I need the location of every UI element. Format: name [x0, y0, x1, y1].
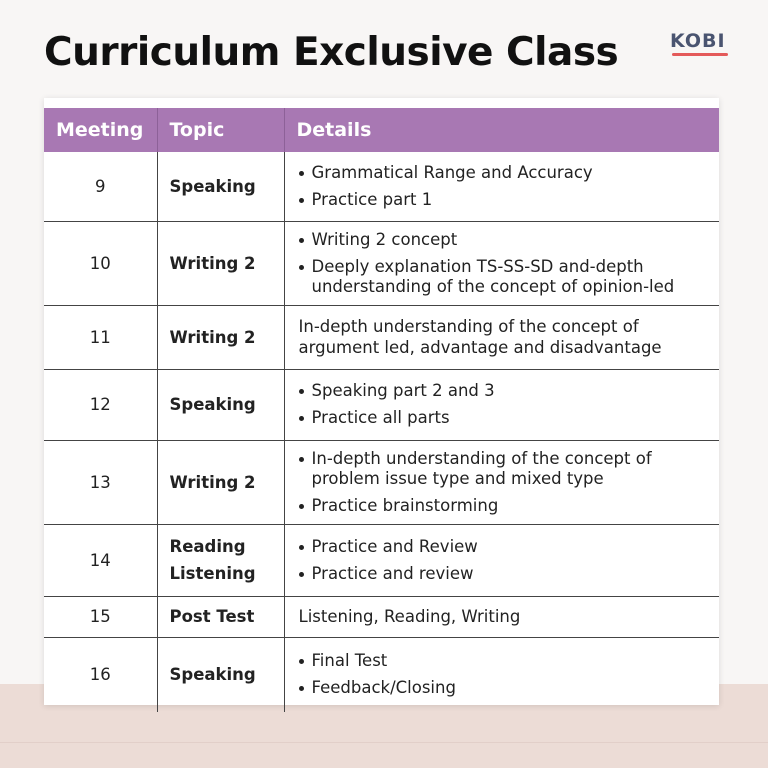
- details-cell: [284, 524, 719, 596]
- table-row: [44, 369, 719, 440]
- table-row: [44, 221, 719, 305]
- detail-item: Speaking part 2 and 3: [299, 381, 708, 401]
- details-cell: [284, 221, 719, 305]
- logo-underline: [672, 53, 728, 56]
- table-row: [44, 524, 719, 596]
- detail-item: Deeply explanation TS-SS-SD and-depth understanding of the concept of opinion-led: [299, 257, 708, 297]
- table-row: [44, 305, 719, 369]
- meeting-number: 13: [44, 440, 157, 524]
- details-text: Listening, Reading, Writing: [284, 596, 719, 637]
- curriculum-card: [44, 98, 719, 705]
- detail-item: Feedback/Closing: [299, 678, 708, 698]
- table-row: [44, 440, 719, 524]
- meeting-number: 12: [44, 369, 157, 440]
- topic-line: Reading: [169, 537, 246, 556]
- topic-cell: [157, 524, 284, 596]
- table-row: [44, 637, 719, 712]
- curriculum-table: [44, 108, 719, 712]
- meeting-number: 11: [44, 305, 157, 369]
- detail-item: Practice all parts: [299, 408, 708, 428]
- topic-cell: Speaking: [157, 152, 284, 221]
- detail-item: Final Test: [299, 651, 708, 671]
- table-row: [44, 596, 719, 637]
- topic-cell: Writing 2: [157, 221, 284, 305]
- logo-text: KOBI: [670, 30, 726, 52]
- page-title: Curriculum Exclusive Class: [44, 30, 619, 75]
- detail-item: Grammatical Range and Accuracy: [299, 163, 708, 183]
- details-cell: [284, 152, 719, 221]
- meeting-number: 9: [44, 152, 157, 221]
- meeting-number: 15: [44, 596, 157, 637]
- header-details: Details: [284, 108, 719, 152]
- detail-item: Practice part 1: [299, 190, 708, 210]
- details-cell: [284, 369, 719, 440]
- details-cell: [284, 637, 719, 712]
- topic-cell: Speaking: [157, 637, 284, 712]
- topic-line: Listening: [169, 564, 256, 583]
- details-cell: [284, 440, 719, 524]
- topic-cell: Speaking: [157, 369, 284, 440]
- detail-item: In-depth understanding of the concept of problem issue type and mixed type: [299, 449, 708, 489]
- meeting-number: 14: [44, 524, 157, 596]
- header-meeting: Meeting: [44, 108, 157, 152]
- meeting-number: 16: [44, 637, 157, 712]
- table-row: [44, 152, 719, 221]
- detail-item: Practice and Review: [299, 537, 708, 557]
- kobi-logo: [670, 30, 732, 60]
- detail-item: Practice and review: [299, 564, 708, 584]
- table-header-row: [44, 108, 719, 152]
- header-topic: Topic: [157, 108, 284, 152]
- topic-cell: Writing 2: [157, 440, 284, 524]
- topic-cell: Writing 2: [157, 305, 284, 369]
- details-text: In-depth understanding of the concept of argument led, advantage and disadvantage: [284, 305, 719, 369]
- topic-cell: Post Test: [157, 596, 284, 637]
- meeting-number: 10: [44, 221, 157, 305]
- detail-item: Practice brainstorming: [299, 496, 708, 516]
- detail-item: Writing 2 concept: [299, 230, 708, 250]
